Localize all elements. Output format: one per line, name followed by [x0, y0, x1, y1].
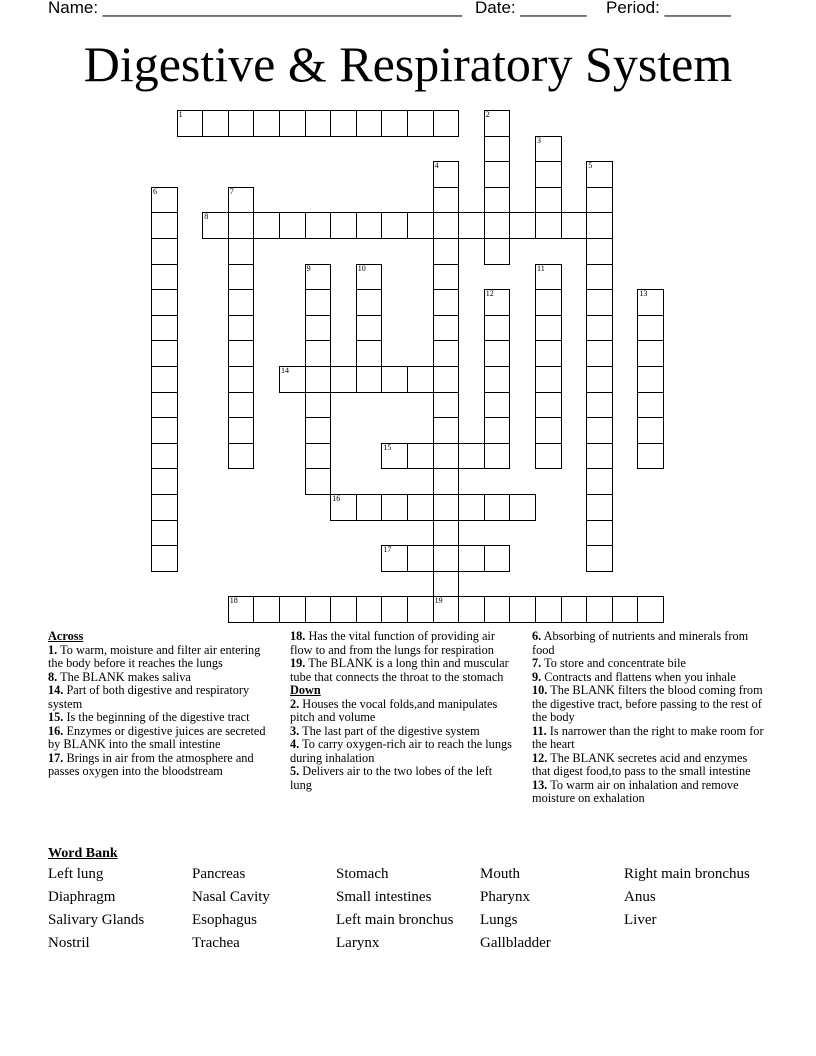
clue-item [290, 657, 515, 684]
crossword-cell[interactable] [330, 494, 357, 521]
crossword-cell[interactable] [433, 545, 460, 572]
crossword-cell[interactable] [433, 571, 460, 598]
crossword-cell[interactable] [228, 315, 255, 342]
crossword-cell[interactable] [305, 366, 332, 393]
clue-number: 1 [178, 110, 183, 119]
page-title: Digestive & Respiratory System [83, 36, 733, 92]
crossword-cell[interactable] [484, 161, 511, 188]
crossword-cell[interactable] [535, 187, 562, 214]
crossword-cell[interactable] [484, 443, 511, 470]
crossword-cell[interactable] [484, 494, 511, 521]
crossword-cell[interactable] [535, 340, 562, 367]
clue-number-label: 9. [532, 669, 542, 684]
crossword-cell[interactable] [305, 443, 332, 470]
crossword-cell[interactable] [228, 366, 255, 393]
crossword-cell[interactable] [484, 110, 511, 137]
word-bank-item: Esophagus [192, 912, 257, 928]
clue-text: Brings in air from the atmosphere and passes oxygen into the bloodstream [48, 750, 254, 778]
clue-number: 16 [332, 494, 341, 503]
crossword-cell[interactable] [637, 443, 664, 470]
crossword-cell[interactable] [586, 212, 613, 239]
clues-column-2 [290, 630, 515, 792]
crossword-cell[interactable] [381, 596, 408, 623]
crossword-cell[interactable] [151, 187, 178, 214]
crossword-cell[interactable] [305, 340, 332, 367]
word-bank-item: Diaphragm [48, 889, 116, 905]
crossword-cell[interactable] [484, 315, 511, 342]
clue-number-label: 5. [290, 764, 300, 778]
word-bank-item: Larynx [336, 935, 380, 951]
crossword-cell[interactable] [535, 366, 562, 393]
clue-item [532, 752, 764, 779]
clue-number-label: 14. [48, 683, 64, 697]
crossword-cell[interactable] [305, 315, 332, 342]
clue-number: 12 [485, 289, 494, 299]
crossword-cell[interactable] [407, 494, 434, 521]
crossword-cell[interactable] [151, 315, 178, 342]
crossword-cell[interactable] [535, 443, 562, 470]
clue-text: To carry oxygen-rich air to reach the lungs during inhalation [290, 737, 512, 765]
crossword-cell[interactable] [305, 417, 332, 444]
crossword-cell[interactable] [458, 596, 485, 623]
crossword-cell[interactable] [586, 596, 613, 623]
clue-item [290, 630, 515, 657]
crossword-cell[interactable] [586, 417, 613, 444]
across-clue-list [48, 644, 273, 779]
clue-item [48, 644, 273, 671]
clue-text: The BLANK secretes acid and enzymes that digest food,to pass to the small intestine [532, 750, 751, 778]
crossword-cell[interactable] [151, 340, 178, 367]
crossword-cell[interactable] [458, 212, 485, 239]
crossword-cell[interactable] [433, 443, 460, 470]
crossword-cell[interactable] [535, 315, 562, 342]
clue-text: Enzymes or digestive juices are secreted by BLANK into the small intestine [48, 723, 266, 751]
crossword-cell[interactable] [433, 468, 460, 495]
crossword-cell[interactable] [458, 443, 485, 470]
crossword-cell[interactable] [433, 417, 460, 444]
crossword-cell[interactable] [586, 494, 613, 521]
crossword-cell[interactable] [381, 110, 408, 137]
crossword-cell[interactable] [433, 340, 460, 367]
crossword-cell[interactable] [586, 315, 613, 342]
word-bank [48, 866, 788, 958]
crossword-cell[interactable] [561, 596, 588, 623]
crossword-cell[interactable] [484, 417, 511, 444]
across-clue-list-continued [290, 630, 515, 684]
clue-item [48, 752, 273, 779]
crossword-cell[interactable] [253, 596, 280, 623]
clue-text: The BLANK filters the blood coming from the digestive tract, before passing to the rest of the body [532, 683, 763, 724]
crossword-cell[interactable] [356, 110, 383, 137]
clue-item [290, 725, 515, 739]
crossword-cell[interactable] [433, 161, 460, 188]
clue-item [48, 711, 273, 725]
crossword-cell[interactable] [535, 596, 562, 623]
clue-number-label: 17. [48, 750, 64, 765]
crossword-cell[interactable] [330, 212, 357, 239]
crossword-cell[interactable] [586, 340, 613, 367]
crossword-cell[interactable] [484, 596, 511, 623]
student-info-header [48, 0, 788, 22]
clue-number: 17 [383, 545, 392, 555]
clue-text: Is narrower than the right to make room for the heart [532, 723, 764, 751]
crossword-cell[interactable] [330, 110, 357, 137]
period-field[interactable]: Period: _______ [606, 0, 731, 17]
crossword-cell[interactable] [535, 212, 562, 239]
clue-number-label: 3. [290, 723, 300, 738]
clue-text: The BLANK is a long thin and muscular tube that connects the throat to the stomach [290, 656, 509, 684]
clues-column-3 [532, 630, 764, 806]
crossword-cell[interactable] [305, 110, 332, 137]
crossword-cell[interactable] [509, 596, 536, 623]
clue-number: 7 [229, 186, 234, 196]
crossword-cell[interactable] [177, 110, 204, 137]
crossword-cell[interactable] [586, 443, 613, 470]
crossword-cell[interactable] [407, 110, 434, 137]
crossword-cell[interactable] [228, 392, 255, 419]
crossword-cell[interactable] [484, 136, 511, 163]
crossword-cell[interactable] [279, 596, 306, 623]
word-bank-item: Mouth [480, 866, 521, 882]
crossword-cell[interactable] [433, 289, 460, 316]
clue-item [48, 671, 273, 685]
crossword-cell[interactable] [433, 187, 460, 214]
crossword-cell[interactable] [407, 366, 434, 393]
clue-number-label: 7. [532, 656, 542, 670]
word-bank-item: Nostril [48, 935, 90, 951]
crossword-cell[interactable] [484, 238, 511, 265]
word-bank-item: Nasal Cavity [192, 889, 270, 905]
crossword-cell[interactable] [228, 417, 255, 444]
crossword-cell[interactable] [484, 187, 511, 214]
clue-text: To warm, moisture and filter air entering the body before it reaches the lungs [48, 642, 261, 670]
name-field[interactable]: Name: ______________________________________ [48, 0, 463, 17]
crossword-cell[interactable] [305, 596, 332, 623]
clue-item [532, 671, 764, 685]
crossword-cell[interactable] [151, 468, 178, 495]
clue-number-label: 6. [532, 629, 542, 643]
crossword-cell[interactable] [151, 545, 178, 572]
clue-item [290, 698, 515, 725]
crossword-cell[interactable] [535, 289, 562, 316]
crossword-cell[interactable] [279, 366, 306, 393]
crossword-cell[interactable] [381, 494, 408, 521]
crossword-cell[interactable] [356, 596, 383, 623]
clue-number-label: 15. [48, 710, 64, 724]
crossword-cell[interactable] [151, 520, 178, 547]
clue-number-label: 11. [532, 723, 547, 738]
word-bank-item: Lungs [480, 912, 518, 928]
crossword-cell[interactable] [228, 289, 255, 316]
down-heading: Down [290, 683, 321, 697]
crossword-cell[interactable] [381, 443, 408, 470]
crossword-cell[interactable] [433, 264, 460, 291]
word-bank-item: Salivary Glands [48, 912, 145, 928]
crossword-cell[interactable] [228, 340, 255, 367]
crossword-cell[interactable] [228, 187, 255, 214]
crossword-cell[interactable] [330, 366, 357, 393]
crossword-cell[interactable] [586, 520, 613, 547]
crossword-cell[interactable] [253, 110, 280, 137]
crossword-cell[interactable] [535, 417, 562, 444]
clue-text: Houses the vocal folds,and manipulates pitch and volume [290, 696, 498, 724]
crossword-cell[interactable] [356, 212, 383, 239]
crossword-cell[interactable] [433, 366, 460, 393]
clue-item [532, 725, 764, 752]
crossword-cell[interactable] [509, 212, 536, 239]
crossword-cell[interactable] [433, 520, 460, 547]
word-bank-item: Left lung [48, 866, 104, 882]
clue-item [532, 657, 764, 671]
crossword-cell[interactable] [433, 110, 460, 137]
crossword-cell[interactable] [151, 392, 178, 419]
clue-text: Delivers air to the two lobes of the left lung [290, 764, 493, 792]
crossword-cell[interactable] [305, 264, 332, 291]
crossword-cell[interactable] [407, 545, 434, 572]
crossword-cell[interactable] [637, 392, 664, 419]
clue-item [48, 684, 273, 711]
down-clue-list-continued [532, 630, 764, 806]
crossword-cell[interactable] [151, 417, 178, 444]
clue-text: Is the beginning of the digestive tract [63, 710, 250, 724]
crossword-cell[interactable] [561, 212, 588, 239]
crossword-cell[interactable] [356, 315, 383, 342]
crossword-cell[interactable] [509, 494, 536, 521]
crossword-cell[interactable] [407, 596, 434, 623]
clue-number-label: 10. [532, 683, 548, 697]
crossword-cell[interactable] [586, 238, 613, 265]
crossword-cell[interactable] [305, 212, 332, 239]
clue-item [290, 765, 515, 792]
word-bank-item: Trachea [192, 935, 240, 951]
clue-item [532, 779, 764, 806]
crossword-cell[interactable] [458, 545, 485, 572]
crossword-cell[interactable] [279, 212, 306, 239]
clue-number-label: 13. [532, 777, 548, 792]
crossword-cell[interactable] [228, 212, 255, 239]
crossword-cell[interactable] [637, 289, 664, 316]
word-bank-title: Word Bank [48, 846, 118, 861]
crossword-cell[interactable] [381, 545, 408, 572]
crossword-cell[interactable] [151, 443, 178, 470]
word-bank-item: Right main bronchus [624, 866, 750, 882]
crossword-cell[interactable] [381, 366, 408, 393]
crossword-cell[interactable] [433, 596, 460, 623]
crossword-cell[interactable] [637, 417, 664, 444]
clue-item [290, 738, 515, 765]
word-bank-item: Small intestines [336, 889, 432, 905]
crossword-cell[interactable] [484, 366, 511, 393]
crossword-cell[interactable] [586, 289, 613, 316]
down-clue-list [290, 698, 515, 793]
crossword-cell[interactable] [202, 110, 229, 137]
crossword-cell[interactable] [305, 289, 332, 316]
word-bank-item: Liver [624, 912, 657, 928]
crossword-cell[interactable] [535, 264, 562, 291]
word-bank-item: Pharynx [480, 889, 530, 905]
crossword-cell[interactable] [484, 545, 511, 572]
crossword-cell[interactable] [586, 161, 613, 188]
crossword-cell[interactable] [151, 264, 178, 291]
crossword-cell[interactable] [228, 238, 255, 265]
clue-number: 19 [434, 596, 443, 606]
clue-text: To warm air on inhalation and remove moisture on exhalation [532, 777, 739, 805]
clue-text: The BLANK makes saliva [57, 669, 191, 684]
clue-number: 6 [153, 186, 157, 196]
clue-text: To store and concentrate bile [541, 656, 686, 670]
clue-number: 10 [357, 263, 366, 273]
crossword-cell[interactable] [637, 596, 664, 623]
clue-number-label: 1. [48, 642, 58, 657]
crossword-cell[interactable] [586, 264, 613, 291]
crossword-cell[interactable] [151, 289, 178, 316]
clue-text: The last part of the digestive system [299, 723, 480, 738]
crossword-cell[interactable] [535, 161, 562, 188]
clue-number: 15 [383, 442, 392, 452]
clue-item [532, 630, 764, 657]
clue-number: 4 [434, 161, 439, 171]
crossword-cell[interactable] [253, 212, 280, 239]
word-bank-item: Left main bronchus [336, 912, 454, 928]
crossword-cell[interactable] [305, 392, 332, 419]
clue-text: Contracts and flattens when you inhale [541, 669, 736, 684]
crossword-cell[interactable] [637, 315, 664, 342]
crossword-cell[interactable] [228, 596, 255, 623]
clue-text: Has the vital function of providing air flow to and from the lungs for respiration [290, 629, 495, 657]
crossword-cell[interactable] [433, 494, 460, 521]
crossword-cell[interactable] [279, 110, 306, 137]
crossword-cell[interactable] [458, 494, 485, 521]
crossword-cell[interactable] [202, 212, 229, 239]
crossword-cell[interactable] [151, 212, 178, 239]
crossword-cell[interactable] [151, 494, 178, 521]
crossword-cell[interactable] [612, 596, 639, 623]
crossword-cell[interactable] [535, 392, 562, 419]
crossword-cell[interactable] [381, 212, 408, 239]
clue-number-label: 12. [532, 750, 548, 765]
crossword-cell[interactable] [228, 264, 255, 291]
clue-number-label: 18. [290, 629, 306, 643]
clue-text: Absorbing of nutrients and minerals from food [532, 629, 749, 657]
clue-number: 11 [537, 263, 545, 273]
clue-number: 5 [588, 161, 593, 171]
clue-text: Part of both digestive and respiratory system [48, 683, 250, 711]
across-heading: Across [48, 629, 84, 643]
crossword-cell[interactable] [151, 238, 178, 265]
date-field[interactable]: Date: _______ [475, 0, 587, 17]
crossword-cell[interactable] [151, 366, 178, 393]
crossword-cell[interactable] [433, 212, 460, 239]
crossword-cell[interactable] [484, 340, 511, 367]
crossword-cell[interactable] [407, 443, 434, 470]
crossword-cell[interactable] [637, 340, 664, 367]
crossword-cell[interactable] [586, 392, 613, 419]
clue-item [48, 725, 273, 752]
crossword-cell[interactable] [228, 443, 255, 470]
crossword-cell[interactable] [356, 494, 383, 521]
clue-number-label: 16. [48, 723, 64, 738]
crossword-cell[interactable] [484, 289, 511, 316]
clue-number: 9 [306, 263, 311, 273]
crossword-cell[interactable] [433, 315, 460, 342]
crossword-cell[interactable] [433, 392, 460, 419]
crossword-cell[interactable] [586, 187, 613, 214]
word-bank-item: Gallbladder [480, 935, 551, 951]
word-bank-item: Stomach [336, 866, 389, 882]
clue-number: 18 [229, 596, 238, 606]
crossword-cell[interactable] [484, 212, 511, 239]
crossword-cell[interactable] [228, 110, 255, 137]
crossword-cell[interactable] [535, 136, 562, 163]
crossword-cell[interactable] [586, 545, 613, 572]
clues-column-1 [48, 630, 273, 779]
clue-number-label: 4. [290, 737, 300, 751]
clue-number-label: 2. [290, 696, 300, 711]
crossword-cell[interactable] [586, 366, 613, 393]
word-bank-item: Pancreas [192, 866, 246, 882]
crossword-cell[interactable] [356, 289, 383, 316]
clue-number: 3 [537, 135, 541, 145]
clue-number: 8 [204, 212, 209, 222]
word-bank-item: Anus [624, 889, 656, 905]
crossword-cell[interactable] [407, 212, 434, 239]
crossword-cell[interactable] [484, 392, 511, 419]
crossword-cell[interactable] [356, 366, 383, 393]
clue-number-label: 19. [290, 656, 306, 670]
crossword-cell[interactable] [433, 238, 460, 265]
crossword-cell[interactable] [637, 366, 664, 393]
clue-number: 14 [281, 366, 289, 375]
crossword-cell[interactable] [330, 596, 357, 623]
clue-number-label: 8. [48, 669, 58, 684]
crossword-cell[interactable] [586, 468, 613, 495]
crossword-cell[interactable] [356, 340, 383, 367]
crossword-cell[interactable] [305, 468, 332, 495]
clue-number: 13 [639, 289, 648, 299]
clue-number: 2 [485, 110, 490, 119]
clue-item [532, 684, 764, 725]
crossword-cell[interactable] [356, 264, 383, 291]
